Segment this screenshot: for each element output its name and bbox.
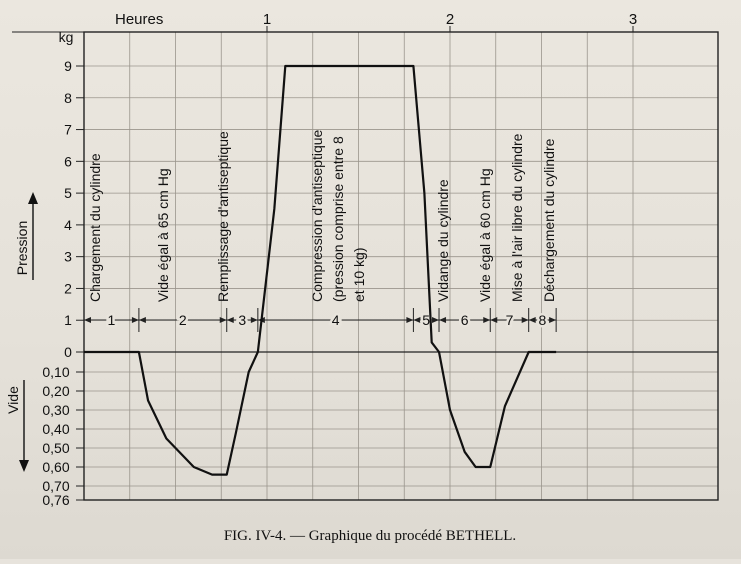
phase-label: Compression d'antiseptique [309, 129, 325, 302]
grid-lines [84, 32, 718, 500]
phase-number: 2 [178, 312, 187, 328]
phase-label: Remplissage d'antiseptique [215, 131, 231, 302]
top-axis-tick-label: 1 [262, 11, 272, 28]
phase-number: 7 [505, 312, 514, 328]
pressure-arrow-head [28, 192, 38, 204]
pressure-tick-label: 6 [64, 153, 72, 170]
top-axis-tick-label: 2 [445, 11, 455, 28]
vacuum-tick-label: 0,30 [42, 402, 70, 418]
phase-arrow-right [522, 317, 529, 323]
phase-arrow-left [139, 317, 146, 323]
pressure-tick-label: 2 [64, 280, 72, 297]
phase-arrow-left [84, 317, 91, 323]
pressure-tick-label: 4 [64, 216, 72, 233]
pressure-tick-label: 5 [64, 185, 72, 202]
phase-number: 8 [538, 312, 547, 328]
phase-label: Chargement du cylindre [87, 153, 103, 302]
plot-border [84, 32, 718, 500]
phase-arrow-right [220, 317, 227, 323]
pressure-tick-label: 7 [64, 121, 72, 138]
vacuum-tick-label: 0,10 [42, 364, 70, 380]
pressure-tick-label: 9 [64, 58, 72, 74]
phase-arrow-left [490, 317, 497, 323]
vacuum-tick-label: 0,20 [42, 383, 70, 399]
pressure-tick-label: 0 [64, 344, 72, 360]
phase-label: (pression comprise entre 8 [330, 136, 346, 302]
pressure-tick-label: 1 [64, 312, 72, 329]
vacuum-axis-title: Vide [5, 386, 21, 414]
phase-label: Déchargement du cylindre [541, 138, 557, 302]
phase-arrow-left [529, 317, 536, 323]
phase-number: 3 [238, 312, 247, 328]
phase-bands [84, 129, 557, 332]
pressure-axis-title: Pression [14, 220, 30, 276]
vacuum-tick-label: 0,70 [42, 478, 70, 494]
phase-arrow-right [406, 317, 413, 323]
vacuum-tick-label: 0,76 [42, 492, 70, 508]
phase-label: Vide égal à 60 cm Hg [477, 168, 493, 302]
phase-arrow-right [251, 317, 258, 323]
phase-label: Vidange du cylindre [435, 179, 451, 302]
pressure-tick-label: 8 [64, 89, 72, 106]
phase-number: 6 [460, 312, 469, 328]
vacuum-tick-label: 0,60 [42, 459, 70, 475]
top-axis-title: Heures [115, 11, 164, 28]
vacuum-tick-label: 0,40 [42, 421, 70, 437]
phase-number: 5 [422, 312, 431, 328]
phase-label: et 10 kg) [351, 247, 367, 302]
pressure-tick-label: 3 [64, 248, 72, 265]
phase-arrow-right [483, 317, 490, 323]
phase-label: Vide égal à 65 cm Hg [155, 168, 171, 302]
phase-arrow-left [413, 317, 420, 323]
phase-label: Mise à l'air libre du cylindre [509, 133, 525, 302]
phase-arrow-left [439, 317, 446, 323]
vacuum-tick-label: 0,50 [42, 440, 70, 456]
pressure-unit: kg [58, 29, 74, 45]
phase-arrow-left [227, 317, 234, 323]
phase-number: 1 [107, 312, 116, 328]
figure-caption: FIG. IV-4. — Graphique du procédé BETHELL. [223, 528, 517, 544]
phase-number: 4 [331, 312, 340, 328]
phase-arrow-right [549, 317, 556, 323]
phase-arrow-right [432, 317, 439, 323]
vacuum-arrow-head [19, 460, 29, 472]
phase-arrow-right [132, 317, 139, 323]
top-axis-tick-label: 3 [628, 11, 638, 28]
